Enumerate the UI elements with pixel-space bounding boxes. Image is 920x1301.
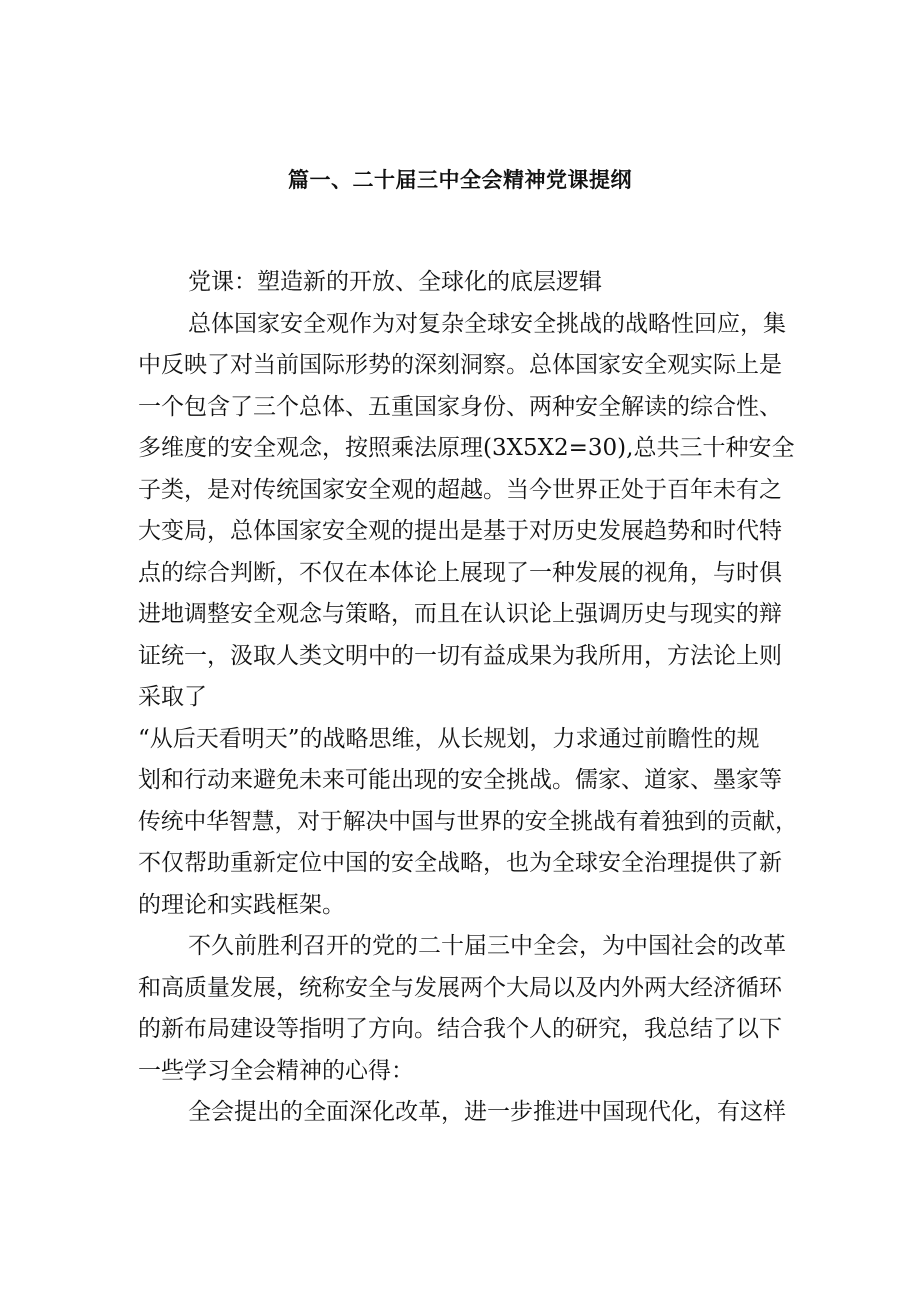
body-text-line: 进地调整安全观念与策略，而且在认识论上强调历史与现实的辩 (138, 601, 782, 627)
body-text-line: 不久前胜利召开的党的二十届三中全会，为中国社会的改革 (188, 933, 786, 959)
body-text-line: 一个包含了三个总体、五重国家身份、两种安全解读的综合性、 (138, 393, 782, 420)
body-text-line: 不仅帮助重新定位中国的安全战略，也为全球安全治理提供了新 (138, 850, 782, 876)
body-text-line: 大变局，总体国家安全观的提出是基于对历史发展趋势和时代特 (138, 518, 782, 544)
body-text-line: 一些学习全会精神的心得： (138, 1057, 414, 1084)
body-text-line: 多维度的安全观念，按照乘法原理(3X5X2=30),总共三十种安全 (138, 435, 795, 461)
body-text-line: 总体国家安全观作为对复杂全球安全挑战的战略性回应，集 (188, 310, 786, 337)
document-title: 篇一、二十届三中全会精神党课提纲 (288, 168, 632, 192)
body-text-line: 传统中华智慧，对于解决中国与世界的安全挑战有着独到的贡献， (138, 808, 798, 835)
body-text-line: 点的综合判断，不仅在本体论上展现了一种发展的视角，与时俱 (138, 559, 782, 586)
body-text-line: 和高质量发展，统称安全与发展两个大局以及内外两大经济循环 (138, 974, 782, 1001)
document-body (138, 262, 798, 1134)
body-text-line: 的理论和实践框架。 (138, 891, 345, 918)
body-text-line: 党课：塑造新的开放、全球化的底层逻辑 (188, 269, 602, 295)
body-text-line: 证统一，汲取人类文明中的一切有益成果为我所用，方法论上则 (138, 642, 782, 669)
body-text-line: 全会提出的全面深化改革，进一步推进中国现代化，有这样 (188, 1099, 786, 1125)
body-text-line: 采取了 (138, 684, 207, 710)
body-text-line: “从后天看明天”的战略思维，从长规划，力求通过前瞻性的规 (138, 725, 760, 752)
body-text-line: 子类，是对传统国家安全观的超越。当今世界正处于百年未有之 (138, 476, 782, 503)
body-text-line: 的新布局建设等指明了方向。结合我个人的研究，我总结了以下 (138, 1016, 782, 1042)
body-text-line: 划和行动来避免未来可能出现的安全挑战。儒家、道家、墨家等 (138, 767, 782, 793)
body-text-line: 中反映了对当前国际形势的深刻洞察。总体国家安全观实际上是 (138, 352, 782, 378)
